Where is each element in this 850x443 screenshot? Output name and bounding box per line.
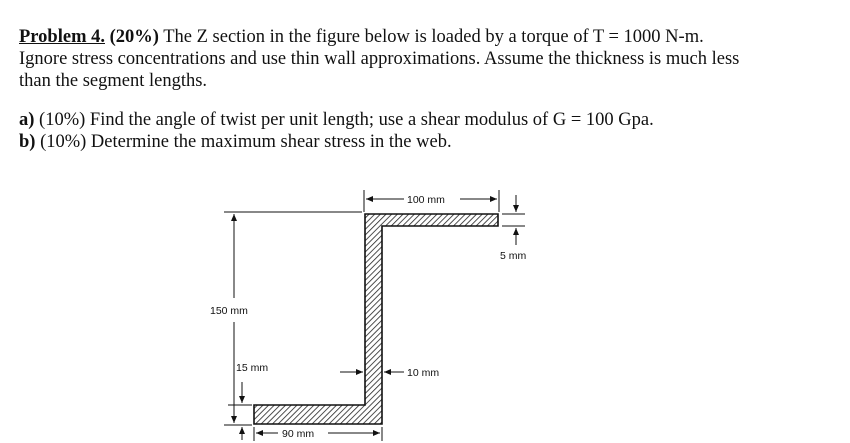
statement-line-3: than the segment lengths. <box>19 71 208 91</box>
dim-height-label: 150 mm <box>210 305 248 317</box>
dim-web-thickness <box>340 367 439 379</box>
part-b-text: (10%) Determine the maximum shear stress in the web. <box>40 132 452 152</box>
dim-top-thickness-label: 5 mm <box>500 250 527 262</box>
statement-line-2: Ignore stress concentrations and use thin wall approximations. Assume the thickness is much less <box>19 49 740 69</box>
dim-bottom-thickness-label: 15 mm <box>236 362 269 374</box>
dim-bottom-width <box>254 427 382 441</box>
dim-web-thickness-label: 10 mm <box>407 367 440 379</box>
problem-label: Problem 4. <box>19 27 105 47</box>
dim-top-width <box>364 190 499 212</box>
part-a-text: (10%) Find the angle of twist per unit length; use a shear modulus of G = 100 Gpa. <box>39 110 654 130</box>
z-section-shape <box>254 214 498 424</box>
part-a-letter: a) <box>19 110 35 130</box>
dim-height <box>210 212 362 425</box>
dim-top-width-label: 100 mm <box>407 194 445 206</box>
problem-weight: (20%) <box>109 27 159 47</box>
statement-line-1: The Z section in the figure below is loaded by a torque of T = 1000 N-m. <box>163 27 704 47</box>
part-b-letter: b) <box>19 132 36 152</box>
dim-bottom-width-label: 90 mm <box>282 428 315 440</box>
dim-top-thickness <box>500 195 527 262</box>
